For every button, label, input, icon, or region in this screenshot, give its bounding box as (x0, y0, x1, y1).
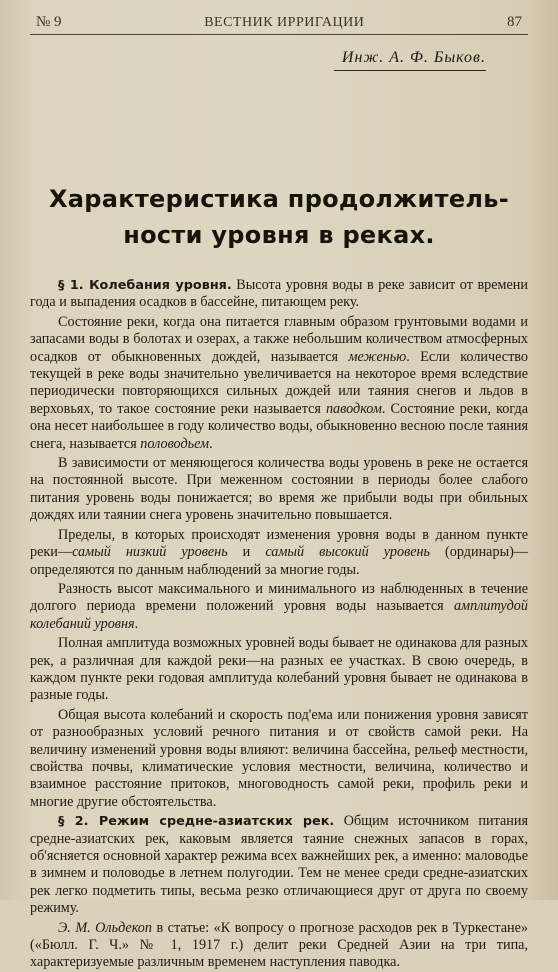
paragraph-1 (30, 277, 528, 312)
article-body (30, 277, 528, 972)
paragraph-1-text: Высота уровня воды в реке зависит от времени года и выпадения осадков в бассейне, питающем реку. (30, 277, 528, 311)
paragraph-9-text: в статье: «К вопросу о прогнозе расходов рек в Туркестане» («Бюлл. Г. Ч.» № 1, 1917 г.) делит реки Средней Азии на три типа, характеризуемые различным временем наступления паводка. (30, 919, 528, 971)
term-lowest-level: самый низкий уровень (72, 544, 228, 561)
paragraph-6: Полная амплитуда возможных уровней воды бывает не одинакова для разных рек, а различная для каждой реки—на разных ее участках. В свою очередь, в каждом пункте реки годовая амплитуда колебаний уровня бывает не одинакова в разные годы. (30, 635, 528, 704)
running-header (30, 14, 528, 35)
author-name: Инж. А. Ф. Быков. (334, 49, 486, 71)
paragraph-4-text-c: (ординары)—определяются по данным наблюдений за многие годы. (30, 544, 529, 578)
term-highest-level: самый высокий уровень (265, 544, 431, 561)
paragraph-9 (30, 920, 528, 972)
paragraph-5 (30, 581, 528, 633)
page-number: 87 (507, 14, 522, 30)
article-title (30, 181, 528, 253)
section-2-heading: § 2. Режим средне-азиатских рек. (58, 814, 335, 830)
paragraph-5-text-a: Разность высот максимального и минимального из наблюденных в течение долгого периода времени положений уровня воды называется (30, 580, 528, 615)
paragraph-8-text: Общим источником питания средне-азиатских рек, каковым является таяние снежных запасов в горах, об'ясняется основной характер режима всех важнейших рек, а именно: маловодье в зимнем и половодье в летнем полугодии. Тем не менее среди средне-азиатских рек легко подметить типы, весьма резко отличающиеся друг от друга по своему режиму. (30, 813, 529, 917)
term-pavodok: паводком (325, 400, 382, 417)
paragraph-3: В зависимости от меняющегося количества воды уровень в реке не остается на постоянной высоте. При меженном состоянии в периоды более слабого питания уровень воды понижается; во время же прибыли воды при обильных дождях или таянии снега уровень значительно повышается. (30, 455, 528, 524)
paragraph-4-text-b: и (227, 544, 266, 561)
title-line-2: ности уровня в реках. (123, 221, 435, 249)
paragraph-2-text-a: Состояние реки, когда она питается главным образом грунтовыми водами и запасами воды в болотах и озерах, а также небольшим количеством атмосферных осадков от обыкновенных дождей, называется (30, 313, 528, 365)
paragraph-2-text-c: . Состояние реки, когда она несет наибольшее в году количество воды, обыкновенно весною после таяния снега, называется (30, 400, 528, 452)
paragraph-5-text-b: . (134, 615, 139, 632)
issue-number: № 9 (36, 14, 62, 30)
term-amplitude: амплитудой колебаний уровня (30, 598, 528, 632)
author-block (30, 47, 528, 71)
paragraph-7: Общая высота колебаний и скорость под'ема или понижения уровня зависят от разнообразных условий речного питания и от свойств самой реки. На величину изменений уровня воды влияют: величина бассейна, рельеф местности, свойства почвы, климатические условия местности, величина, количество и взаимное расстояние притоков, многоводность самой реки, профиль реки и многие другие обстоятельства. (30, 706, 528, 810)
paragraph-8 (30, 813, 528, 917)
paragraph-4 (30, 527, 528, 579)
term-mezhen: меженью (348, 348, 407, 365)
paragraph-2-text-d: . (209, 435, 213, 452)
paragraph-4-text-a: Пределы, в которых происходят изменения уровня воды в данном пункте реки— (30, 526, 528, 561)
term-polovodie: половодьем (140, 435, 210, 452)
cited-author: Э. М. Ольдекоп (58, 919, 152, 936)
section-1-heading: § 1. Колебания уровня. (58, 278, 232, 293)
paragraph-2-text-b: . Если количество текущей в реке воды значительно увеличивается на некоторое время вследствие периодически повторяющихся сильных дождей или таяния снегов и льдов в верховьях, то такое состояние реки называется (30, 348, 528, 417)
paragraph-2 (30, 314, 528, 453)
journal-name: ВЕСТНИК ИРРИГАЦИИ (204, 15, 365, 30)
title-line-1: Характеристика продолжитель- (48, 185, 510, 213)
